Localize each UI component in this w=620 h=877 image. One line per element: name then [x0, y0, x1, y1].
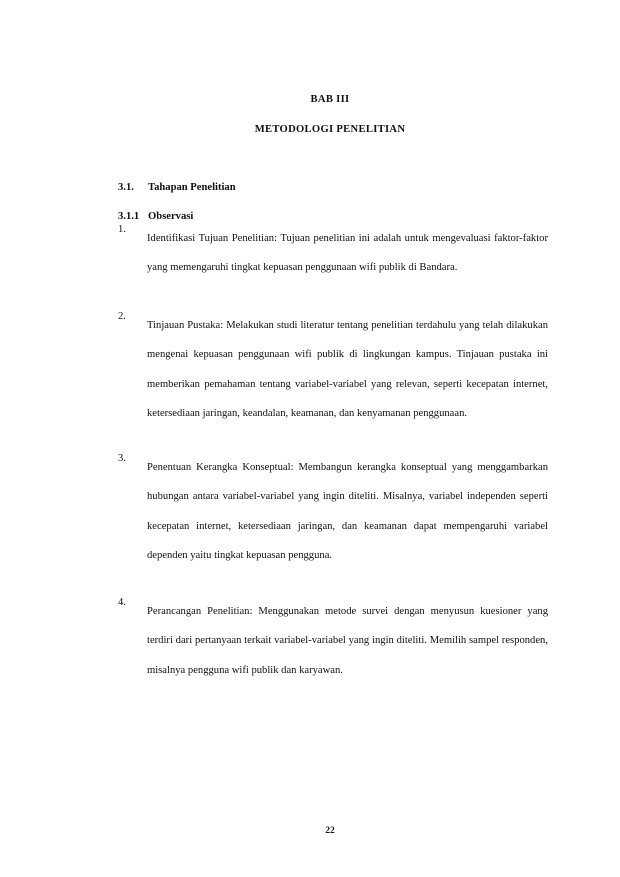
list-item-number: 2. [118, 311, 126, 322]
subsection-title: Observasi [148, 211, 194, 222]
page-number: 22 [325, 826, 335, 836]
chapter-title: METODOLOGI PENELITIAN [254, 124, 406, 135]
list-item-text: Identifikasi Tujuan Penelitian: Tujuan penelitian ini adalah untuk mengevaluasi faktor-faktor yang memengaruhi tingkat kepuasan penggunaan wifi publik di Bandara. [147, 233, 548, 274]
list-item-text: Penentuan Kerangka Konseptual: Membangun kerangka konseptual yang menggambarkan hubungan antara variabel-variabel yang ingin diteliti. Misalnya, variabel independen seperti kecepatan internet, ketersediaan jaringan, dan keamanan dapat mempengaruhi variabel dependen yaitu tingkat kepuasan pengguna. [147, 462, 548, 561]
section-number: 3.1. [118, 182, 134, 193]
section-title: Tahapan Penelitian [148, 182, 236, 193]
list-item-text: Tinjauan Pustaka: Melakukan studi literatur tentang penelitian terdahulu yang telah dilakukan mengenai kepuasan penggunaan wifi publik di lingkungan kampus. Tinjauan pustaka ini memberikan pemahaman tentang variabel-variabel yang relevan, seperti kecepatan internet, ketersediaan jaringan, keandalan, keamanan, dan kenyamanan penggunaan. [147, 320, 548, 419]
list-item-text: Perancangan Penelitian: Menggunakan metode survei dengan menyusun kuesioner yang terdiri dari pertanyaan terkait variabel-variabel yang ingin diteliti. Memilih sampel responden, misalnya pengguna wifi publik dan karyawan. [147, 606, 548, 676]
list-item-number: 3. [118, 453, 126, 464]
chapter-number: BAB III [310, 94, 350, 105]
list-item-number: 4. [118, 597, 126, 608]
list-item-number: 1. [118, 224, 126, 235]
subsection-number: 3.1.1 [118, 211, 140, 222]
